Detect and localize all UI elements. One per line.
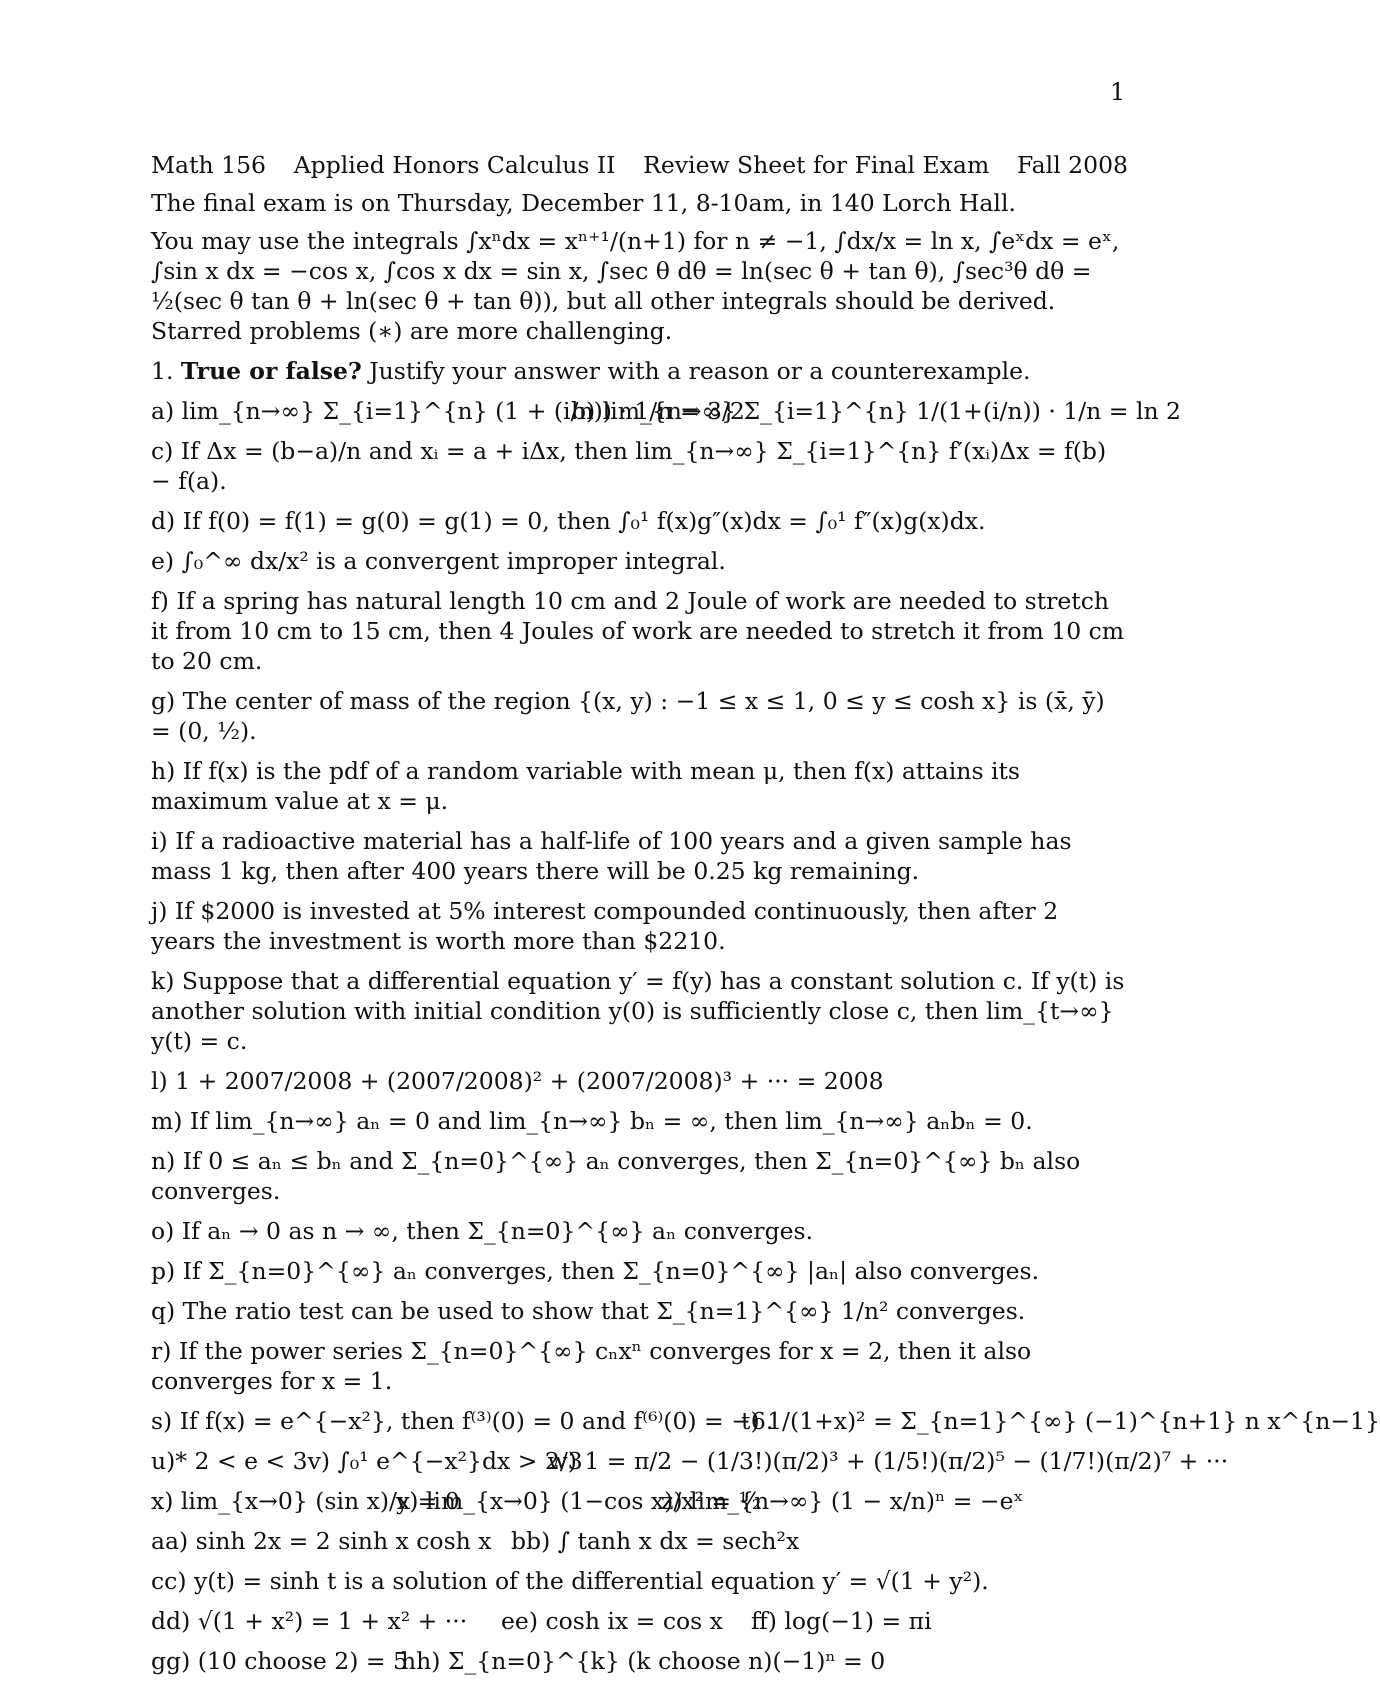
item-row-uvw — [151, 1446, 1229, 1476]
item-aa: aa) sinh 2x = 2 sinh x cosh x — [151, 1527, 492, 1555]
item-o: o) If aₙ → 0 as n → ∞, then Σ_{n=0}^{∞} aₙ converges. — [151, 1217, 814, 1245]
item-cc: cc) y(t) = sinh t is a solution of the differential equation y′ = √(1 + y²). — [151, 1567, 989, 1595]
item-row-st — [151, 1406, 1380, 1436]
item-r: r) If the power series Σ_{n=0}^{∞} cₙxⁿ converges for x = 2, then it also converges for x = 1. — [151, 1337, 1032, 1395]
item-y: y) lim_{x→0} (1−cos x)/x² = ½ — [396, 1487, 762, 1515]
item-d: d) If f(0) = f(1) = g(0) = g(1) = 0, then ∫₀¹ f(x)g″(x)dx = ∫₀¹ f″(x)g(x)dx. — [151, 507, 986, 535]
item-row-ab — [151, 396, 1182, 426]
problem-1-heading — [151, 356, 1128, 386]
item-t: t) 1/(1+x)² = Σ_{n=1}^{∞} (−1)^{n+1} n x^{n−1} — [741, 1407, 1380, 1435]
item-n: n) If 0 ≤ aₙ ≤ bₙ and Σ_{n=0}^{∞} aₙ converges, then Σ_{n=0}^{∞} bₙ also converges. — [151, 1147, 1081, 1205]
item-hh: hh) Σ_{n=0}^{k} (k choose n)(−1)ⁿ = 0 — [401, 1647, 886, 1675]
item-p: p) If Σ_{n=0}^{∞} aₙ converges, then Σ_{n=0}^{∞} |aₙ| also converges. — [151, 1257, 1040, 1285]
item-l: l) 1 + 2007/2008 + (2007/2008)² + (2007/2008)³ + ··· = 2008 — [151, 1067, 884, 1095]
item-z: z) lim_{n→∞} (1 − x/n)ⁿ = −eˣ — [661, 1487, 1024, 1515]
item-row-gghh — [151, 1646, 1128, 1676]
item-h: h) If f(x) is the pdf of a random variable with mean μ, then f(x) attains its maximum value at x = μ. — [151, 757, 1020, 815]
item-row-ddeeff — [151, 1606, 1128, 1636]
term: Fall 2008 — [1016, 151, 1128, 179]
item-q: q) The ratio test can be used to show that Σ_{n=1}^{∞} 1/n² converges. — [151, 1297, 1026, 1325]
course-number: Math 156 — [151, 151, 266, 179]
page-number: 1 — [1110, 78, 1126, 106]
item-dd: dd) √(1 + x²) = 1 + x² + ··· — [151, 1607, 468, 1635]
sheet-header — [151, 150, 1128, 180]
item-f: f) If a spring has natural length 10 cm and 2 Joule of work are needed to stretch it from 10 cm to 15 cm, then 4 Joules of work are needed to stretch it from 10 cm to 20 cm. — [151, 587, 1125, 675]
item-w: w) 1 = π/2 − (1/3!)(π/2)³ + (1/5!)(π/2)⁵ − (1/7!)(π/2)⁷ + ··· — [547, 1447, 1229, 1475]
item-x: x) lim_{x→0} (sin x)/x = 0 — [151, 1487, 460, 1515]
item-ff: ff) log(−1) = πi — [751, 1607, 932, 1635]
item-m: m) If lim_{n→∞} aₙ = 0 and lim_{n→∞} bₙ = ∞, then lim_{n→∞} aₙbₙ = 0. — [151, 1107, 1033, 1135]
allowed-integrals: You may use the integrals ∫xⁿdx = xⁿ⁺¹/(n+1) for n ≠ −1, ∫dx/x = ln x, ∫eˣdx = eˣ, ∫sin x dx = −cos x, ∫cos x dx = sin x, ∫sec θ dθ = ln(sec θ + tan θ), ∫sec³θ dθ = ½(sec θ tan θ + ln(sec θ + tan θ)), but all other integrals should be derived. Starred problems (∗) are more challenging. — [151, 227, 1120, 345]
item-k: k) Suppose that a differential equation y′ = f(y) has a constant solution c. If y(t) is another solution with initial condition y(0) is sufficiently close c, then lim_{t→∞} y(t) = c. — [151, 967, 1125, 1055]
item-i: i) If a radioactive material has a half-life of 100 years and a given sample has mass 1 kg, then after 400 years there will be 0.25 kg remaining. — [151, 827, 1072, 885]
item-b: b) lim_{n→∞} Σ_{i=1}^{n} 1/(1+(i/n)) · 1/n = ln 2 — [571, 397, 1182, 425]
item-c: c) If Δx = (b−a)/n and xᵢ = a + iΔx, then lim_{n→∞} Σ_{i=1}^{n} f′(xᵢ)Δx = f(b) − f(a). — [151, 437, 1107, 495]
item-bb: bb) ∫ tanh x dx = sech²x — [511, 1527, 800, 1555]
problem-number: 1. — [151, 357, 174, 385]
item-row-aabb — [151, 1526, 1128, 1556]
item-gg: gg) (10 choose 2) = 5 — [151, 1647, 408, 1675]
item-ee: ee) cosh ix = cos x — [501, 1607, 723, 1635]
exam-info: The final exam is on Thursday, December 11, 8-10am, in 140 Lorch Hall. — [151, 189, 1016, 217]
item-e: e) ∫₀^∞ dx/x² is a convergent improper integral. — [151, 547, 726, 575]
problem-instruction: Justify your answer with a reason or a counterexample. — [369, 357, 1031, 385]
problem-label: True or false? — [180, 357, 362, 385]
item-s: s) If f(x) = e^{−x²}, then f⁽³⁾(0) = 0 and f⁽⁶⁾(0) = −6. — [151, 1407, 774, 1435]
item-a: a) lim_{n→∞} Σ_{i=1}^{n} (1 + (i/n)) · 1/n = 3/2 — [151, 397, 745, 425]
review-sheet — [151, 150, 1380, 1686]
item-v: v) ∫₀¹ e^{−x²}dx > 2/3 — [307, 1447, 583, 1475]
item-row-xyz — [151, 1486, 1128, 1516]
item-g: g) The center of mass of the region {(x, y) : −1 ≤ x ≤ 1, 0 ≤ y ≤ cosh x} is (x̄, ȳ) = (0, ½). — [151, 687, 1105, 745]
item-u: u)* 2 < e < 3 — [151, 1447, 308, 1475]
item-j: j) If $2000 is invested at 5% interest compounded continuously, then after 2 years the investment is worth more than $2210. — [151, 897, 1059, 955]
sheet-title: Review Sheet for Final Exam — [643, 151, 990, 179]
course-title: Applied Honors Calculus II — [293, 151, 616, 179]
